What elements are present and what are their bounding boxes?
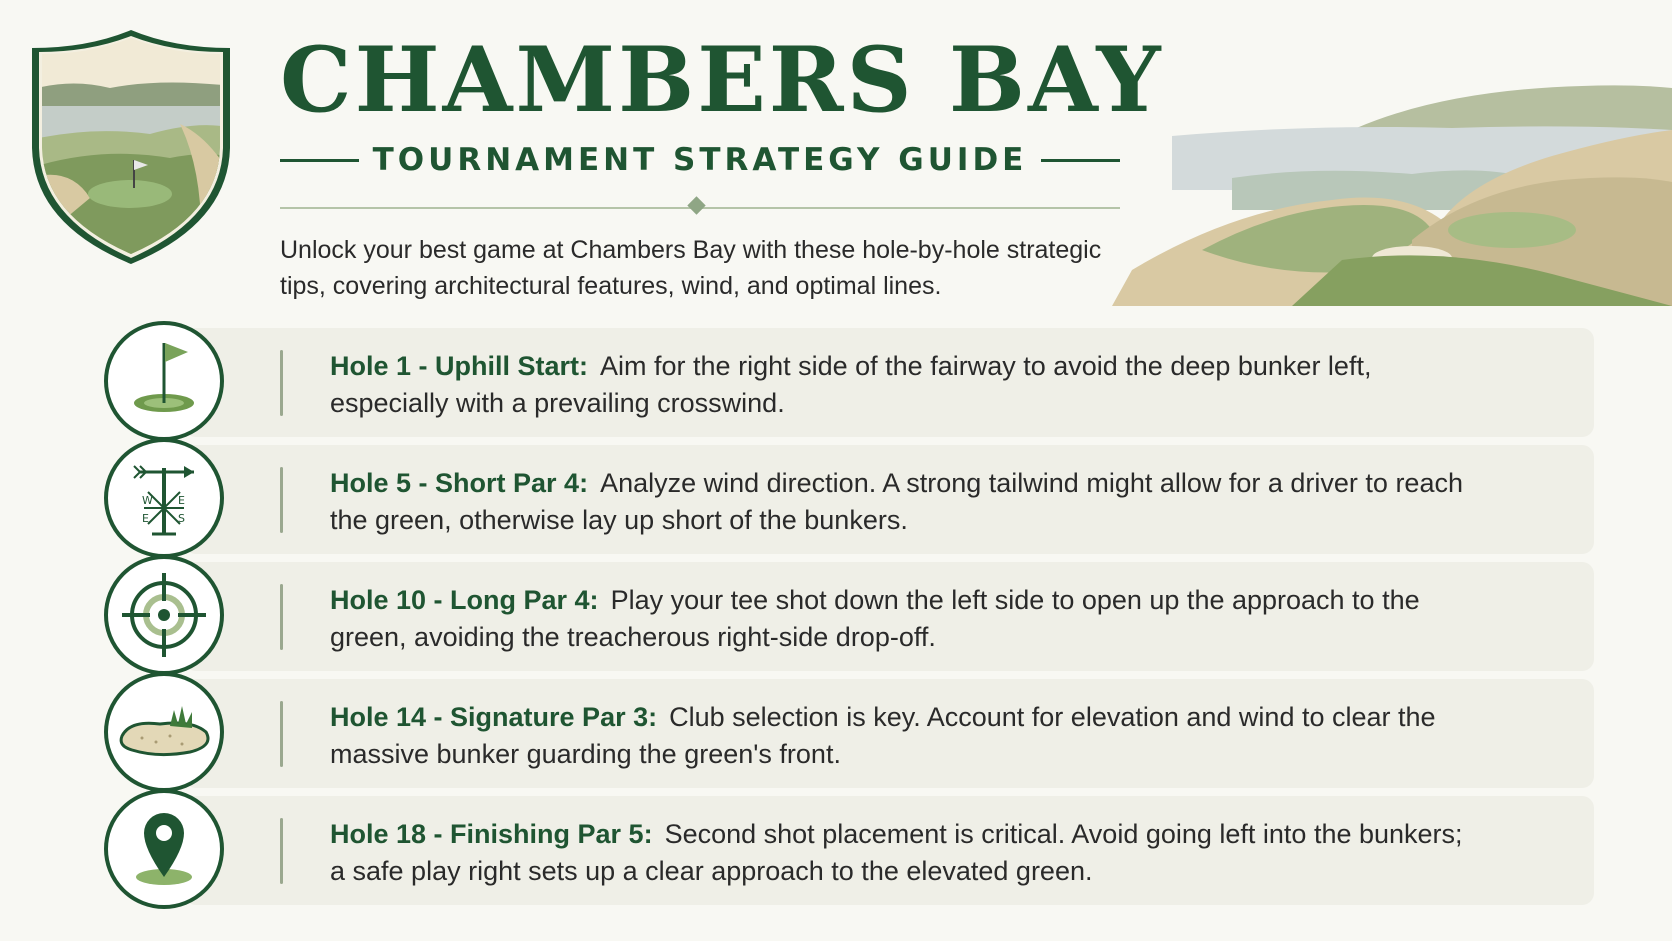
tip-text bbox=[330, 816, 1480, 890]
tip-hole-18 bbox=[104, 796, 1594, 905]
tip-accent-bar bbox=[280, 584, 283, 650]
flag-icon bbox=[108, 325, 220, 437]
tip-icon-badge bbox=[104, 672, 224, 792]
subtitle-row bbox=[280, 142, 1120, 178]
compass-e-label: E bbox=[178, 494, 185, 507]
tip-body: Club selection is key. Account for elevation and wind to clear the massive bunker guarding the green's front. bbox=[330, 702, 1436, 769]
tip-body: Play your tee shot down the left side to open up the approach to the green, avoiding the treacherous right-side drop-off. bbox=[330, 585, 1420, 652]
compass-n-label: E bbox=[142, 512, 149, 525]
tip-icon-badge bbox=[104, 321, 224, 441]
header bbox=[280, 27, 1164, 304]
tip-hole-14 bbox=[104, 679, 1594, 788]
tip-heading: Hole 10 - Long Par 4: bbox=[330, 585, 599, 615]
target-icon bbox=[108, 559, 220, 671]
tip-icon-badge bbox=[104, 438, 224, 558]
bunker-icon bbox=[108, 676, 220, 788]
tip-heading: Hole 14 - Signature Par 3: bbox=[330, 702, 658, 732]
page-subtitle: TOURNAMENT STRATEGY GUIDE bbox=[372, 142, 1028, 178]
tip-accent-bar bbox=[280, 701, 283, 767]
map-pin-icon bbox=[108, 793, 220, 905]
tip-hole-10 bbox=[104, 562, 1594, 671]
tip-text bbox=[330, 699, 1480, 773]
tips-list bbox=[104, 328, 1594, 913]
golf-course-crest bbox=[30, 28, 232, 264]
tip-body: Aim for the right side of the fairway to avoid the deep bunker left, especially with a prevailing crosswind. bbox=[330, 351, 1372, 418]
tip-text bbox=[330, 348, 1480, 422]
tip-accent-bar bbox=[280, 350, 283, 416]
intro-text: Unlock your best game at Chambers Bay with these hole-by-hole strategic tips, covering architectural features, wind, and optimal lines. bbox=[280, 236, 1102, 300]
page-title: CHAMBERS BAY bbox=[280, 27, 1164, 133]
tip-hole-5 bbox=[104, 445, 1594, 554]
tip-icon-badge bbox=[104, 555, 224, 675]
compass-w-label: W bbox=[142, 494, 153, 507]
coastal-links-landscape bbox=[1112, 70, 1672, 306]
tip-heading: Hole 1 - Uphill Start: bbox=[330, 351, 589, 381]
tip-text bbox=[330, 582, 1480, 656]
weather-vane-icon bbox=[108, 442, 220, 554]
tip-icon-badge bbox=[104, 789, 224, 909]
tip-hole-1 bbox=[104, 328, 1594, 437]
ornament-divider bbox=[280, 198, 1120, 218]
tip-text bbox=[330, 465, 1480, 539]
tip-accent-bar bbox=[280, 818, 283, 884]
tip-accent-bar bbox=[280, 467, 283, 533]
diamond-icon bbox=[687, 196, 705, 214]
subtitle-rule-right bbox=[1041, 159, 1120, 162]
subtitle-rule-left bbox=[280, 159, 359, 162]
tip-body: Analyze wind direction. A strong tailwind might allow for a driver to reach the green, otherwise lay up short of the bunkers. bbox=[330, 468, 1463, 535]
tip-heading: Hole 18 - Finishing Par 5: bbox=[330, 819, 653, 849]
tip-heading: Hole 5 - Short Par 4: bbox=[330, 468, 589, 498]
tip-body: Second shot placement is critical. Avoid going left into the bunkers; a safe play right sets up a clear approach to the elevated green. bbox=[330, 819, 1463, 886]
compass-s-label: S bbox=[178, 512, 185, 525]
